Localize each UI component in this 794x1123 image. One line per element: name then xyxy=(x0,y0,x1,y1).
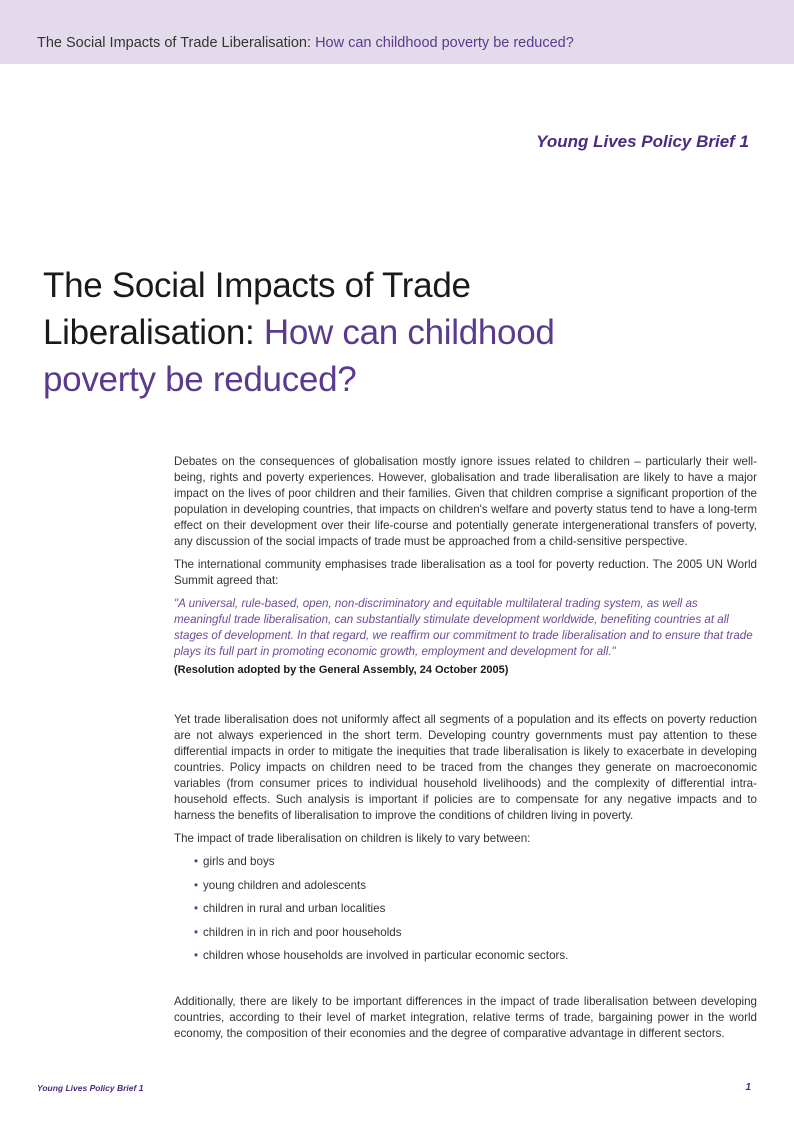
list-item: • young children and adolescents xyxy=(194,878,757,894)
running-header-purple: How can childhood poverty be reduced? xyxy=(315,35,574,51)
quote-citation: (Resolution adopted by the General Assembly, 24 October 2005) xyxy=(174,664,509,676)
title-line2-purple: How can childhood xyxy=(263,313,555,352)
series-label: Young Lives Policy Brief 1 xyxy=(536,132,749,151)
paragraph-additional: Additionally, there are likely to be important differences in the impact of trade liberalisation between developing countries, according to their level of market integration, relative terms of trade, bargaining power in the world economy, the composition of their economies and the degree of comparative advantage in different sectors. xyxy=(174,995,757,1040)
title-line2-black: Liberalisation: xyxy=(43,313,264,352)
paragraph-intro: Debates on the consequences of globalisation mostly ignore issues related to children – particularly their well-being, rights and poverty experiences. However, globalisation and trade liberalisation are likely to have a major impact on the lives of poor children and their families. Given that children comprise a significant proportion of the population in developing countries, that impacts on children's welfare and poverty status tend to have a long-term effect on their development over their life-course and potentially generate intergenerational transfers of poverty, any discussion of the social impacts of trade must be approached from a child-sensitive perspective. xyxy=(174,455,757,548)
list-item: • girls and boys xyxy=(194,854,757,870)
paragraph-impact-intro: The impact of trade liberalisation on children is likely to vary between: xyxy=(174,832,531,845)
list-item: • children in in rich and poor households xyxy=(194,925,757,941)
list-item: • children whose households are involved in particular economic sectors. xyxy=(194,948,757,964)
list-item: • children in rural and urban localities xyxy=(194,901,757,917)
header-band xyxy=(0,0,794,64)
running-header-black: The Social Impacts of Trade Liberalisation: xyxy=(37,35,316,51)
paragraph-differential: Yet trade liberalisation does not uniformly affect all segments of a population and its effects on poverty reduction are not always experienced in the short term. Developing country governments must pay attention to these differential impacts in order to mitigate the inequities that trade liberalisation is likely to exacerbate in developing countries. Policy impacts on children need to be traced from the changes they generate on macroeconomic variables (from consumer prices to individual household livelihoods) and the complexity of differential intra-household effects. Such analysis is important if policies are to compensate for any negative impacts and to harness the benefits of liberalisation to improve the conditions of children living in poverty. xyxy=(174,713,757,822)
footer-series-label: Young Lives Policy Brief 1 xyxy=(37,1083,144,1093)
quote-block: "A universal, rule-based, open, non-discriminatory and equitable multilateral trading system, as well as meaningful trade liberalisation, can substantially stimulate development worldwide, benefiting countries at all stages of development. In that regard, we reaffirm our commitment to trade liberalisation and to ensure that trade plays its full part in promoting economic growth, employment and development for all." xyxy=(174,597,753,658)
title-line1: The Social Impacts of Trade xyxy=(43,266,471,305)
page-title xyxy=(43,262,663,403)
page-number: 1 xyxy=(745,1082,751,1093)
paragraph-summit: The international community emphasises trade liberalisation as a tool for poverty reduction. The 2005 UN World Summit agreed that: xyxy=(174,558,757,587)
running-header xyxy=(37,35,574,51)
title-line3-purple: poverty be reduced? xyxy=(43,360,357,399)
impact-list xyxy=(174,854,757,964)
body-column xyxy=(174,454,757,1049)
